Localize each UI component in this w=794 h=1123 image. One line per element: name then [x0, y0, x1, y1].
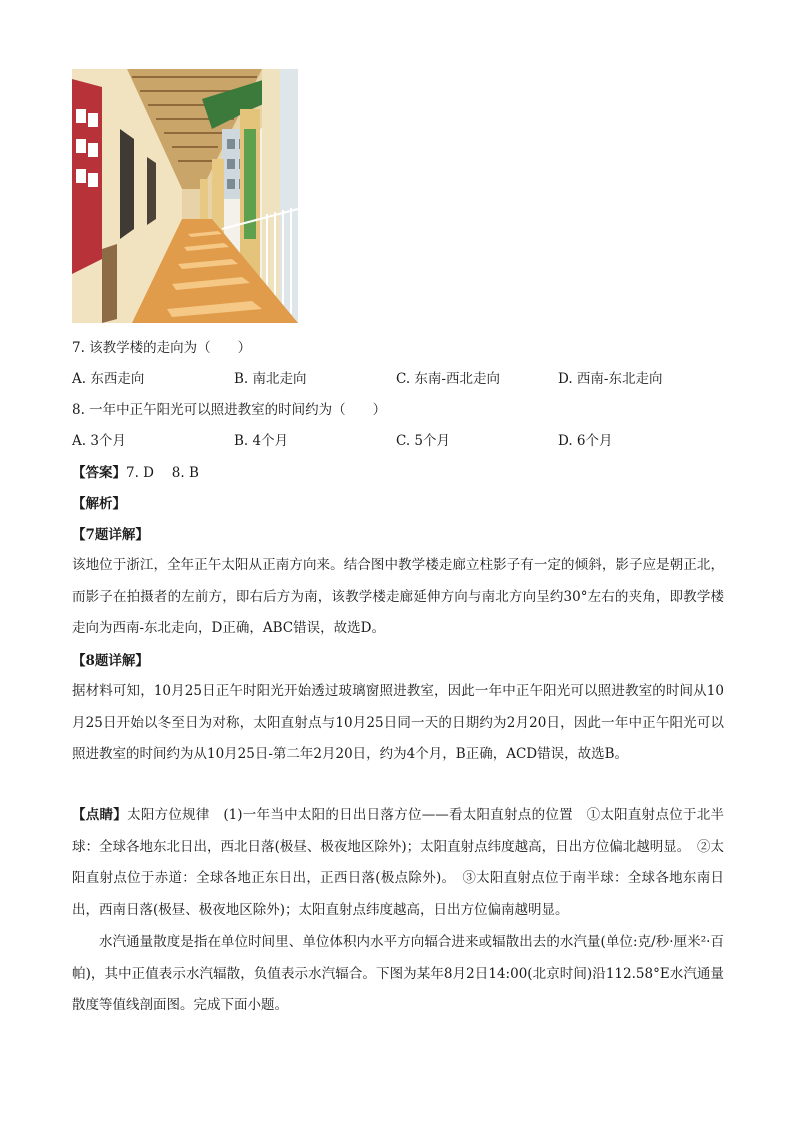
- detail-7-text: 该地位于浙江，全年正午太阳从正南方向来。结合图中教学楼走廊立柱影子有一定的倾斜，影子应是朝正北，而影子在拍摄者的左前方，即右后方为南，该教学楼走廊延伸方向与南北方向呈约30°左右的夹角，即教学楼走向为西南-东北走向，D正确，ABC错误，故选D。: [72, 557, 724, 636]
- q7-option-c: C. 东南-西北走向: [396, 371, 500, 387]
- analysis-label: 【解析】: [72, 496, 126, 512]
- answer-text: 7. D 8. B: [126, 465, 199, 481]
- q7-option-b: B. 南北走向: [234, 371, 307, 387]
- tip-paragraph: [72, 800, 724, 926]
- q8-option-c: C. 5个月: [396, 433, 451, 449]
- q7-option-d: D. 西南-东北走向: [558, 371, 663, 387]
- detail-8-text: 据材料可知，10月25日正午时阳光开始透过玻璃窗照进教室，因此一年中正午阳光可以照进教室的时间从10月25日开始以冬至日为对称，太阳直射点与10月25日同一天的日期约为2月20日，因此一年中正午阳光可以照进教室的时间约为从10月25日-第二年2月20日，约为4个月，B正确，ACD错误，故选B。: [72, 683, 724, 762]
- detail-8-label: 【8题详解】: [72, 653, 149, 669]
- corridor-photo: [72, 69, 298, 323]
- question-8-stem: 8. 一年中正午阳光可以照进教室的时间约为（ ）: [72, 402, 387, 418]
- q8-option-b: B. 4个月: [234, 433, 289, 449]
- answer-line: [72, 464, 199, 482]
- answer-label: 【答案】: [72, 465, 126, 481]
- question-7-stem: 7. 该教学楼的走向为（ ）: [72, 340, 252, 356]
- detail-7-label: 【7题详解】: [72, 527, 149, 543]
- q8-option-d: D. 6个月: [558, 433, 613, 449]
- intro-paragraph: 水汽通量散度是指在单位时间里、单位体积内水平方向辐合进来或辐散出去的水汽量(单位:克/秒·厘米²·百帕)，其中正值表示水汽辐散，负值表示水汽辐合。下图为某年8月2日14:00(北京时间)沿112.58°E水汽通量散度等值线剖面图。完成下面小题。: [72, 934, 724, 1013]
- tip-label: 【点睛】: [72, 807, 128, 823]
- tip-text: 太阳方位规律 (1)一年当中太阳的日出日落方位——看太阳直射点的位置 ①太阳直射点位于北半球：全球各地东北日出，西北日落(极昼、极夜地区除外)；太阳直射点纬度越高，日出方位偏北越明显。 ②太阳直射点位于赤道：全球各地正东日出，正西日落(极点除外)。 ③太阳直射点位于南半球：全球各地东南日出，西南日落(极昼、极夜地区除外)；太阳直射点纬度越高，日出方位偏南越明显。: [72, 807, 725, 918]
- q8-option-a: A. 3个月: [72, 433, 126, 449]
- q7-option-a: A. 东西走向: [72, 371, 145, 387]
